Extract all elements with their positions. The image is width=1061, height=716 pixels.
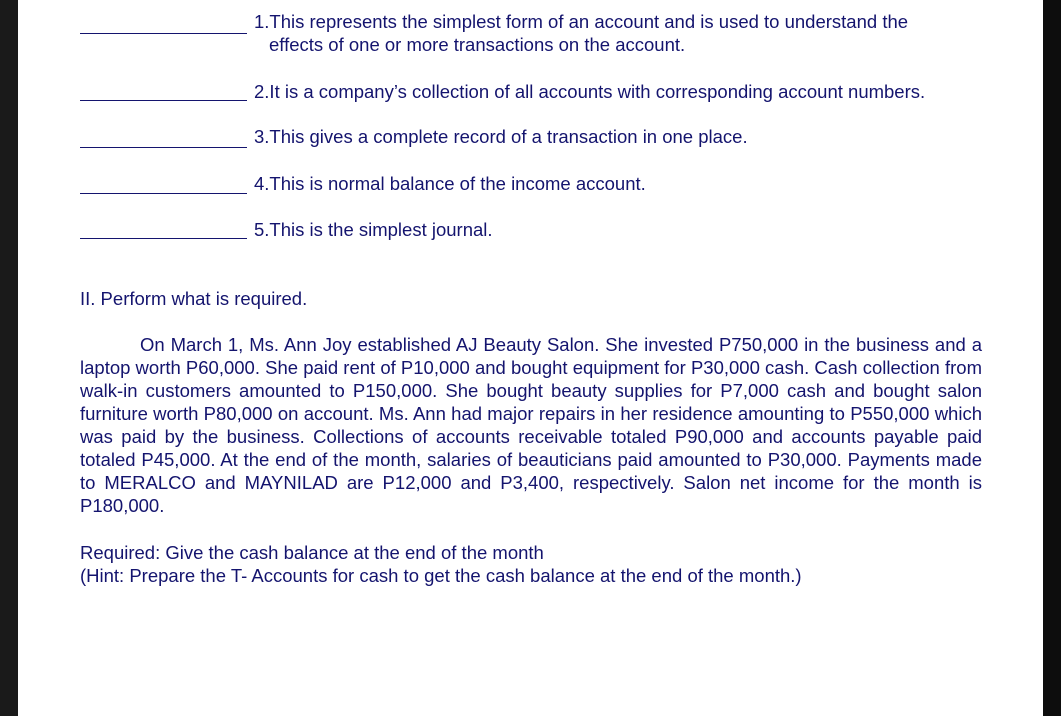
question-1-line-2: effects of one or more transactions on the account. bbox=[269, 34, 686, 55]
question-3-text: 3.This gives a complete record of a transaction in one place. bbox=[254, 126, 748, 147]
answer-blank-1[interactable] bbox=[80, 33, 247, 34]
dark-edge bbox=[1043, 0, 1061, 716]
section-heading: II. Perform what is required. bbox=[80, 288, 308, 309]
required-block bbox=[80, 541, 982, 587]
question-5-text: 5.This is the simplest journal. bbox=[254, 219, 493, 240]
answer-blank-4[interactable] bbox=[80, 193, 247, 194]
answer-blank-3[interactable] bbox=[80, 147, 247, 148]
question-1-line-1: 1.This represents the simplest form of an account and is used to understand the bbox=[254, 11, 909, 32]
answer-blank-5[interactable] bbox=[80, 238, 247, 239]
question-2-text: 2.It is a company’s collection of all accounts with corresponding account numbers. bbox=[254, 81, 926, 102]
hint-text: (Hint: Prepare the T- Accounts for cash to get the cash balance at the end of the month.) bbox=[80, 565, 802, 586]
problem-paragraph: On March 1, Ms. Ann Joy established AJ Beauty Salon. She invested P750,000 in the business and a laptop worth P60,000. She paid rent of P10,000 and bought equipment for P30,000 cash. Cash collection from walk-in customers amounted to P150,000. She bought beauty supplies for P7,000 cash and bought salon furniture worth P80,000 on account. Ms. Ann had major repairs in her residence amounting to P550,000 which was paid by the business. Collections of accounts receivable totaled P90,000 and accounts payable paid totaled P45,000. At the end of the month, salaries of beauticians paid amounted to P30,000. Payments made to MERALCO and MAYNILAD are P12,000 and P3,400, respectively. Salon net income for the month is P180,000. bbox=[80, 334, 982, 516]
required-text: Required: Give the cash balance at the end of the month bbox=[80, 542, 544, 563]
question-1-text bbox=[254, 10, 1000, 56]
question-4-text: 4.This is normal balance of the income account. bbox=[254, 173, 646, 194]
worksheet-page bbox=[18, 0, 1043, 716]
answer-blank-2[interactable] bbox=[80, 100, 247, 101]
